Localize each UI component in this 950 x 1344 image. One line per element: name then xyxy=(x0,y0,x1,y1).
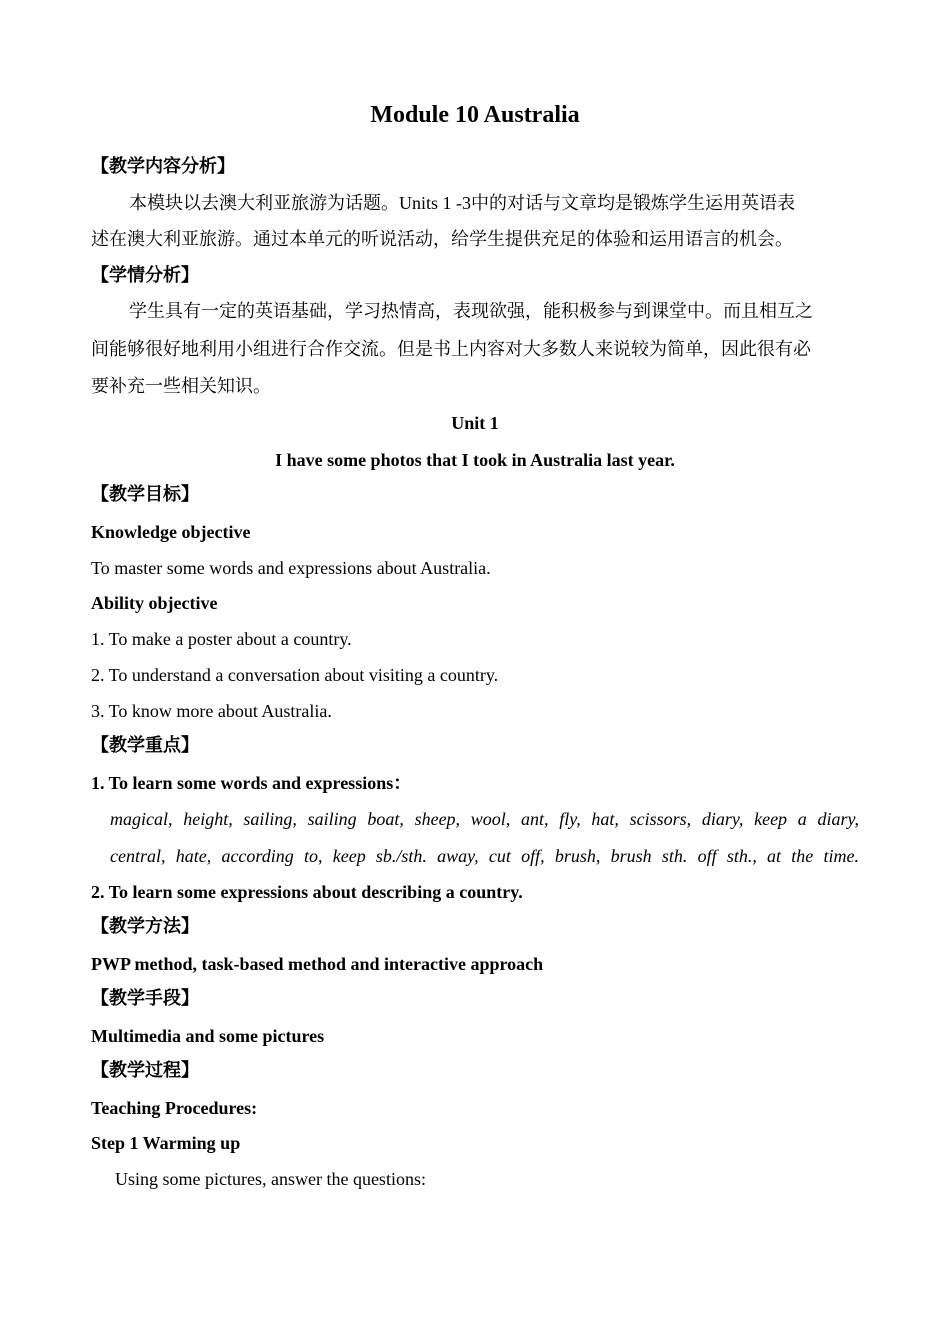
unit-label: Unit 1 xyxy=(451,413,499,433)
knowledge-objective-title: Knowledge objective xyxy=(91,522,251,542)
method-heading: 【教学方法】 xyxy=(91,916,199,937)
content-analysis-line-2: 述在澳大利亚旅游。通过本单元的听说活动，给学生提供充足的体验和运用语言的机会。 xyxy=(91,229,793,250)
ability-item: 1. To make a poster about a country. xyxy=(91,629,352,649)
ability-item: 3. To know more about Australia. xyxy=(91,701,332,721)
document-title: Module 10 Australia xyxy=(370,102,580,128)
learner-analysis-heading: 【学情分析】 xyxy=(91,265,199,286)
means-text: Multimedia and some pictures xyxy=(91,1026,325,1046)
vocab-line-2: central, hate, according to, keep sb./sth. away, cut off, brush, brush sth. off sth., at the time. xyxy=(110,846,859,866)
content-analysis-heading: 【教学内容分析】 xyxy=(91,156,235,177)
learner-analysis-line-3: 要补充一些相关知识。 xyxy=(91,376,271,397)
learner-analysis-line-2: 间能够很好地利用小组进行合作交流。但是书上内容对大多数人来说较为简单，因此很有必 xyxy=(91,339,811,360)
content-analysis-line-1: 本模块以去澳大利亚旅游为话题。Units 1 -3中的对话与文章均是锻炼学生运用英语表 xyxy=(129,193,795,214)
step-1-text: Using some pictures, answer the questions: xyxy=(115,1169,426,1189)
ability-item: 2. To understand a conversation about visiting a country. xyxy=(91,665,499,685)
learner-analysis-line-1: 学生具有一定的英语基础，学习热情高，表现欲强，能积极参与到课堂中。而且相互之 xyxy=(129,301,813,322)
key-points-heading: 【教学重点】 xyxy=(91,735,199,756)
ability-objective-title: Ability objective xyxy=(91,593,218,613)
process-heading: 【教学过程】 xyxy=(91,1060,199,1081)
key-point-1: 1. To learn some words and expressions： xyxy=(91,773,412,793)
means-heading: 【教学手段】 xyxy=(91,988,199,1009)
vocab-line-1: magical, height, sailing, sailing boat, sheep, wool, ant, fly, hat, scissors, diary, keep a diary, xyxy=(110,809,859,829)
unit-subtitle: I have some photos that I took in Australia last year. xyxy=(275,450,675,470)
knowledge-objective-text: To master some words and expressions about Australia. xyxy=(91,558,491,578)
units-range: Units 1 -3 xyxy=(399,193,471,213)
teaching-procedures-label: Teaching Procedures: xyxy=(91,1098,258,1118)
method-text: PWP method, task-based method and interactive approach xyxy=(91,954,544,974)
objectives-heading: 【教学目标】 xyxy=(91,484,199,505)
key-point-2: 2. To learn some expressions about describing a country. xyxy=(91,882,523,902)
step-1-heading: Step 1 Warming up xyxy=(91,1133,241,1153)
